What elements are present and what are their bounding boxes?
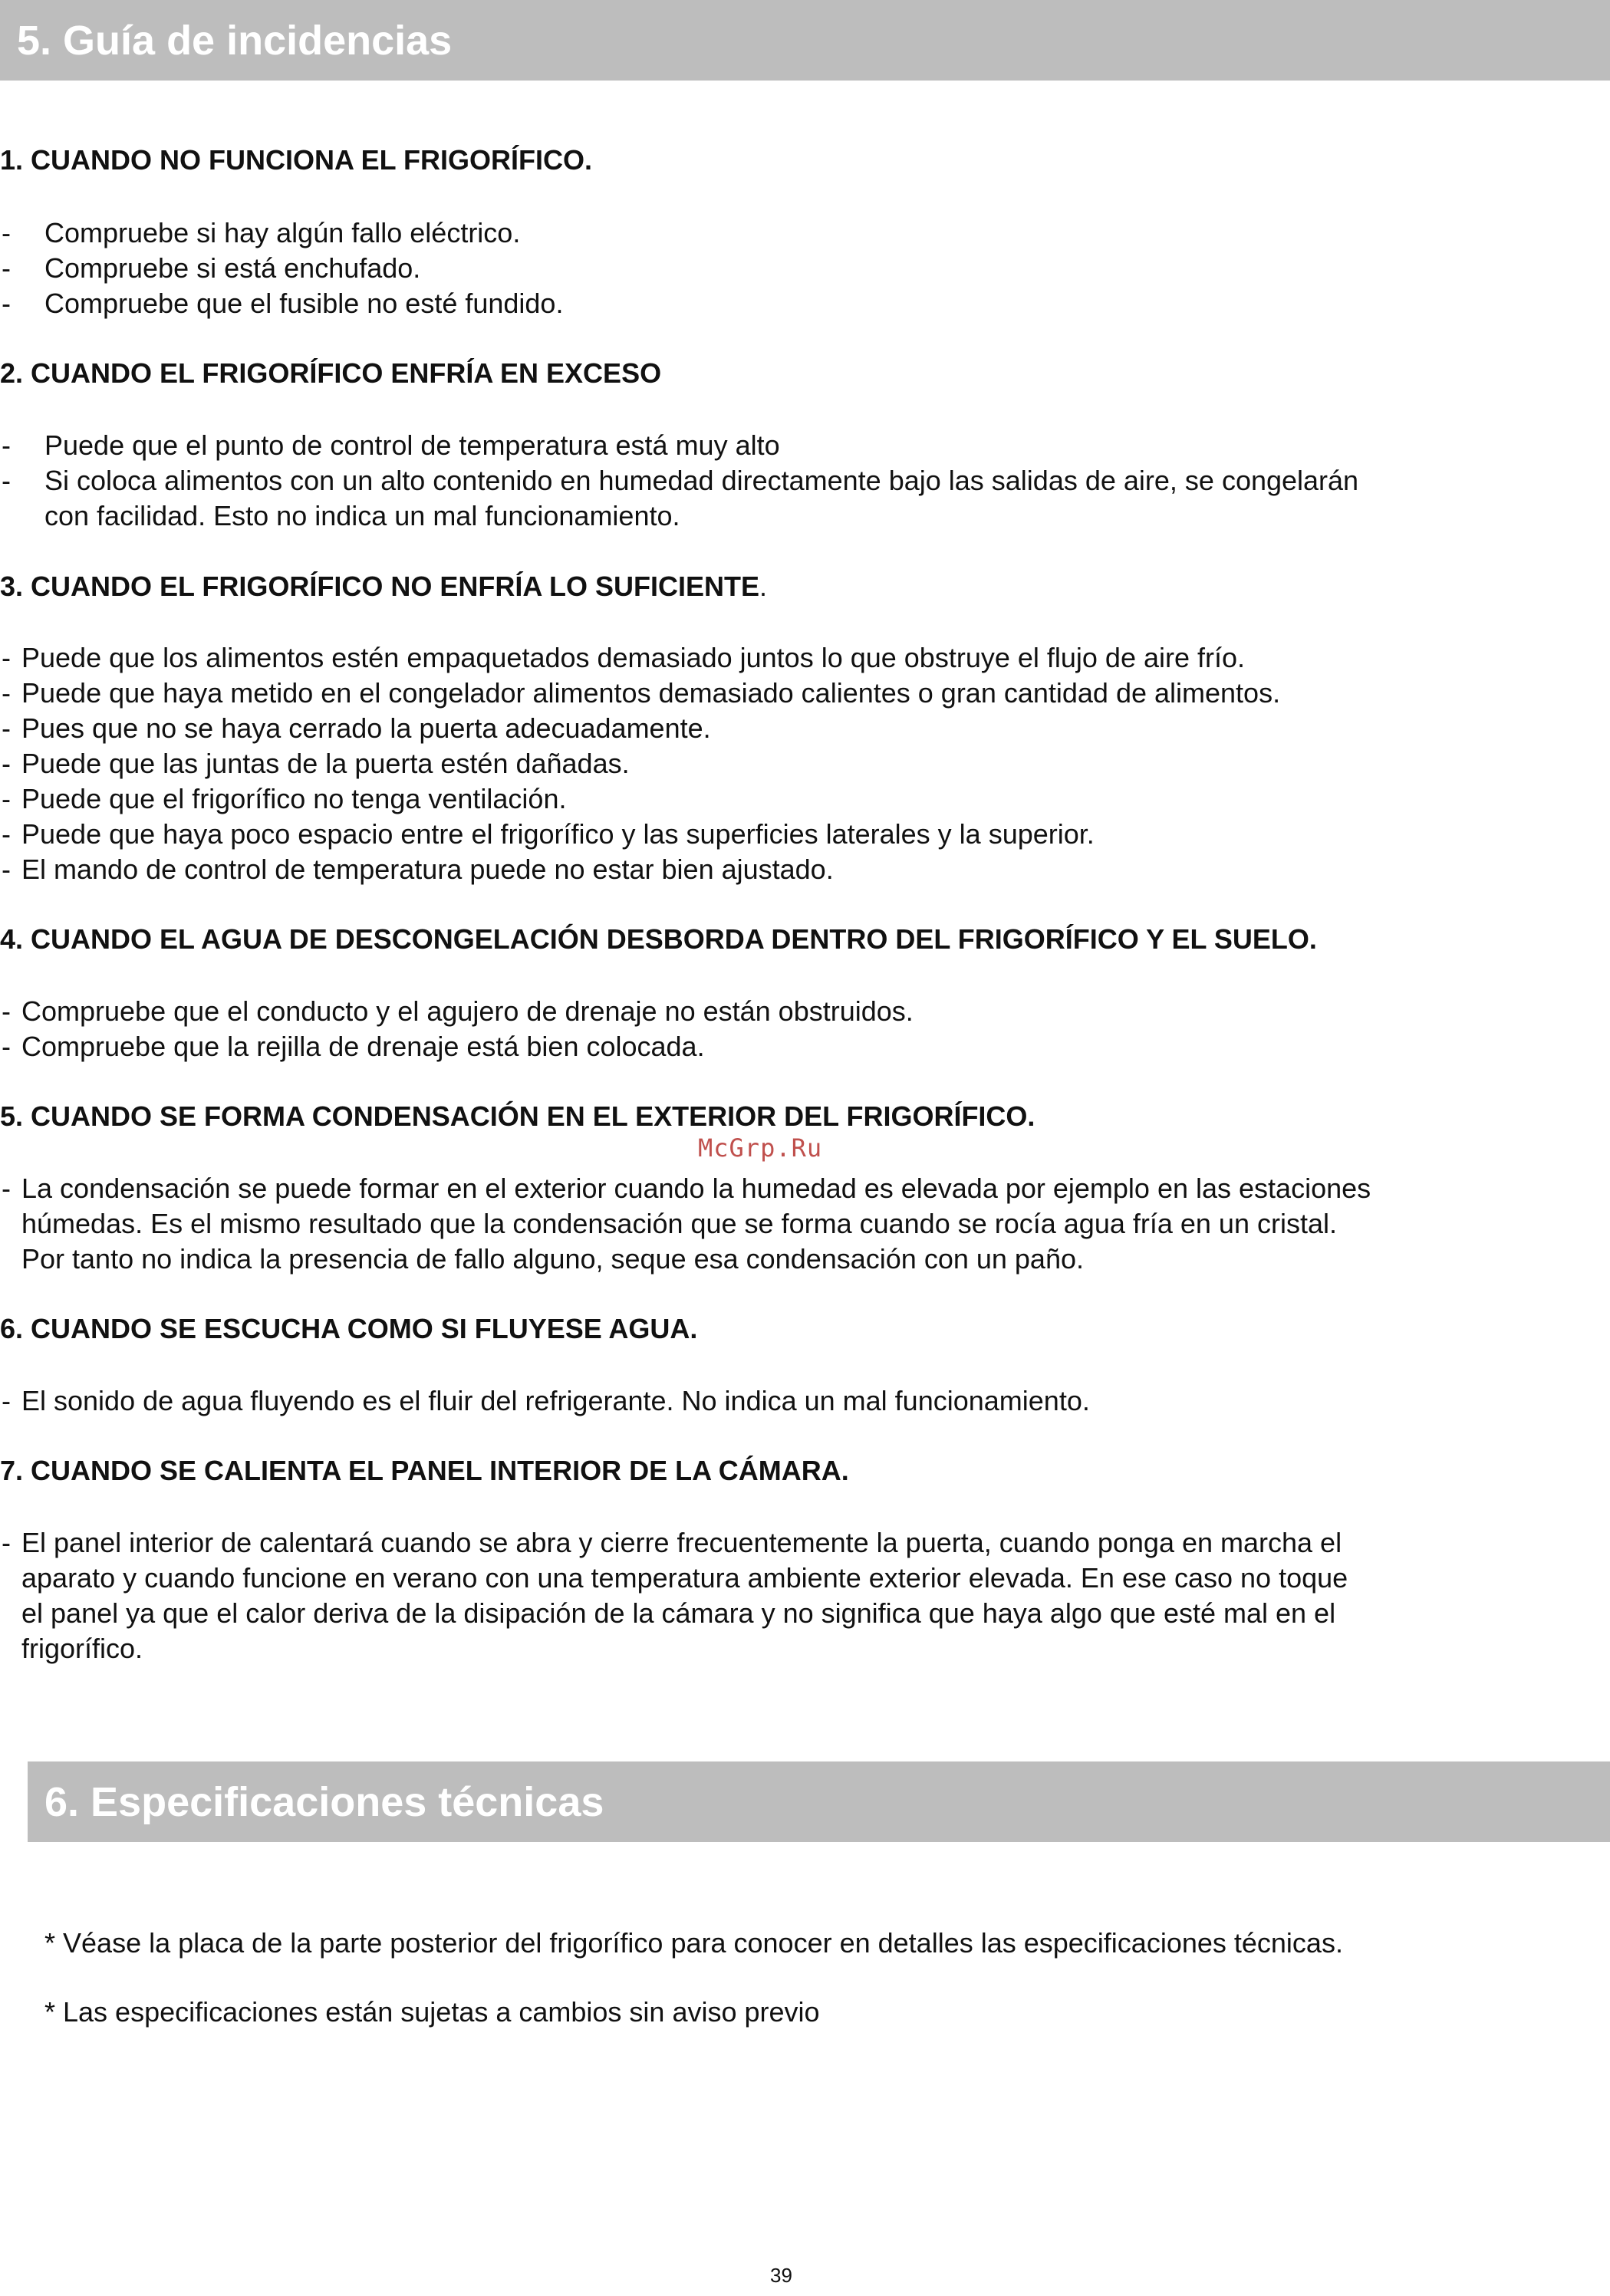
list-dash: - xyxy=(2,465,11,496)
section-heading: 7. CUANDO SE CALIENTA EL PANEL INTERIOR DE LA CÁMARA. xyxy=(0,1455,849,1486)
list-item-continuation: el panel ya que el calor deriva de la disipación de la cámara y no significa que haya algo que esté mal en el xyxy=(21,1597,1336,1629)
section-banner-troubleshooting xyxy=(0,0,1610,81)
list-item: Puede que las juntas de la puerta estén dañadas. xyxy=(21,748,630,779)
banner-title: 6. Especificaciones técnicas xyxy=(44,1778,604,1825)
list-item: El panel interior de calentará cuando se abra y cierre frecuentemente la puerta, cuando ponga en marcha el xyxy=(21,1527,1342,1558)
list-item-continuation: Por tanto no indica la presencia de fallo alguno, seque esa condensación con un paño. xyxy=(21,1243,1084,1275)
list-dash: - xyxy=(2,818,11,850)
list-dash: - xyxy=(2,748,11,779)
section-heading-suffix: . xyxy=(759,571,768,602)
list-item-continuation: frigorífico. xyxy=(21,1633,143,1664)
list-item: Compruebe si está enchufado. xyxy=(44,252,421,284)
list-dash: - xyxy=(2,1385,11,1416)
watermark: McGrp.Ru xyxy=(698,1133,823,1163)
list-item: Puede que haya poco espacio entre el frigorífico y las superficies laterales y la superior. xyxy=(21,818,1095,850)
list-dash: - xyxy=(2,677,11,709)
list-item-continuation: húmedas. Es el mismo resultado que la condensación que se forma cuando se rocía agua fría en un cristal. xyxy=(21,1208,1337,1239)
list-item: Compruebe que la rejilla de drenaje está bien colocada. xyxy=(21,1031,705,1062)
section-heading: 5. CUANDO SE FORMA CONDENSACIÓN EN EL EXTERIOR DEL FRIGORÍFICO. xyxy=(0,1100,1035,1132)
section-heading xyxy=(0,571,767,603)
section-heading: 4. CUANDO EL AGUA DE DESCONGELACIÓN DESBORDA DENTRO DEL FRIGORÍFICO Y EL SUELO. xyxy=(0,923,1317,955)
list-item: El sonido de agua fluyendo es el fluir del refrigerante. No indica un mal funcionamiento. xyxy=(21,1385,1090,1416)
list-item: Puede que el punto de control de temperatura está muy alto xyxy=(44,429,780,461)
list-dash: - xyxy=(2,1173,11,1204)
list-dash: - xyxy=(2,1527,11,1558)
list-dash: - xyxy=(2,995,11,1027)
section-heading: 6. CUANDO SE ESCUCHA COMO SI FLUYESE AGUA. xyxy=(0,1313,698,1344)
list-item: Puede que los alimentos estén empaquetados demasiado juntos lo que obstruye el flujo de aire frío. xyxy=(21,642,1246,673)
list-item: El mando de control de temperatura puede no estar bien ajustado. xyxy=(21,854,834,885)
list-dash: - xyxy=(2,783,11,814)
list-dash: - xyxy=(2,642,11,673)
list-item: Compruebe que el fusible no esté fundido. xyxy=(44,288,564,319)
specs-note: * Las especificaciones están sujetas a cambios sin aviso previo xyxy=(44,1996,820,2028)
list-dash: - xyxy=(2,217,11,248)
list-item: La condensación se puede formar en el exterior cuando la humedad es elevada por ejemplo en las estaciones xyxy=(21,1173,1371,1204)
list-dash: - xyxy=(2,712,11,744)
section-banner-specs xyxy=(28,1761,1610,1842)
page-number: 39 xyxy=(770,2264,792,2287)
list-item: Puede que haya metido en el congelador alimentos demasiado calientes o gran cantidad de alimentos. xyxy=(21,677,1281,709)
list-dash: - xyxy=(2,288,11,319)
list-dash: - xyxy=(2,252,11,284)
list-item: Puede que el frigorífico no tenga ventilación. xyxy=(21,783,567,814)
section-heading: 1. CUANDO NO FUNCIONA EL FRIGORÍFICO. xyxy=(0,144,593,176)
list-dash: - xyxy=(2,1031,11,1062)
list-item: Si coloca alimentos con un alto contenido en humedad directamente bajo las salidas de aire, se congelarán xyxy=(44,465,1359,496)
list-dash: - xyxy=(2,854,11,885)
list-item: Pues que no se haya cerrado la puerta adecuadamente. xyxy=(21,712,711,744)
section-heading-text: 3. CUANDO EL FRIGORÍFICO NO ENFRÍA LO SUFICIENTE xyxy=(0,571,760,602)
list-item: Compruebe que el conducto y el agujero de drenaje no están obstruidos. xyxy=(21,995,914,1027)
list-item: Compruebe si hay algún fallo eléctrico. xyxy=(44,217,521,248)
list-item-continuation: con facilidad. Esto no indica un mal funcionamiento. xyxy=(44,500,680,531)
specs-note: * Véase la placa de la parte posterior del frigorífico para conocer en detalles las especificaciones técnicas. xyxy=(44,1927,1343,1959)
banner-title: 5. Guía de incidencias xyxy=(17,17,453,64)
list-dash: - xyxy=(2,429,11,461)
list-item-continuation: aparato y cuando funcione en verano con una temperatura ambiente exterior elevada. En ese caso no toque xyxy=(21,1562,1348,1594)
section-heading: 2. CUANDO EL FRIGORÍFICO ENFRÍA EN EXCESO xyxy=(0,357,662,389)
